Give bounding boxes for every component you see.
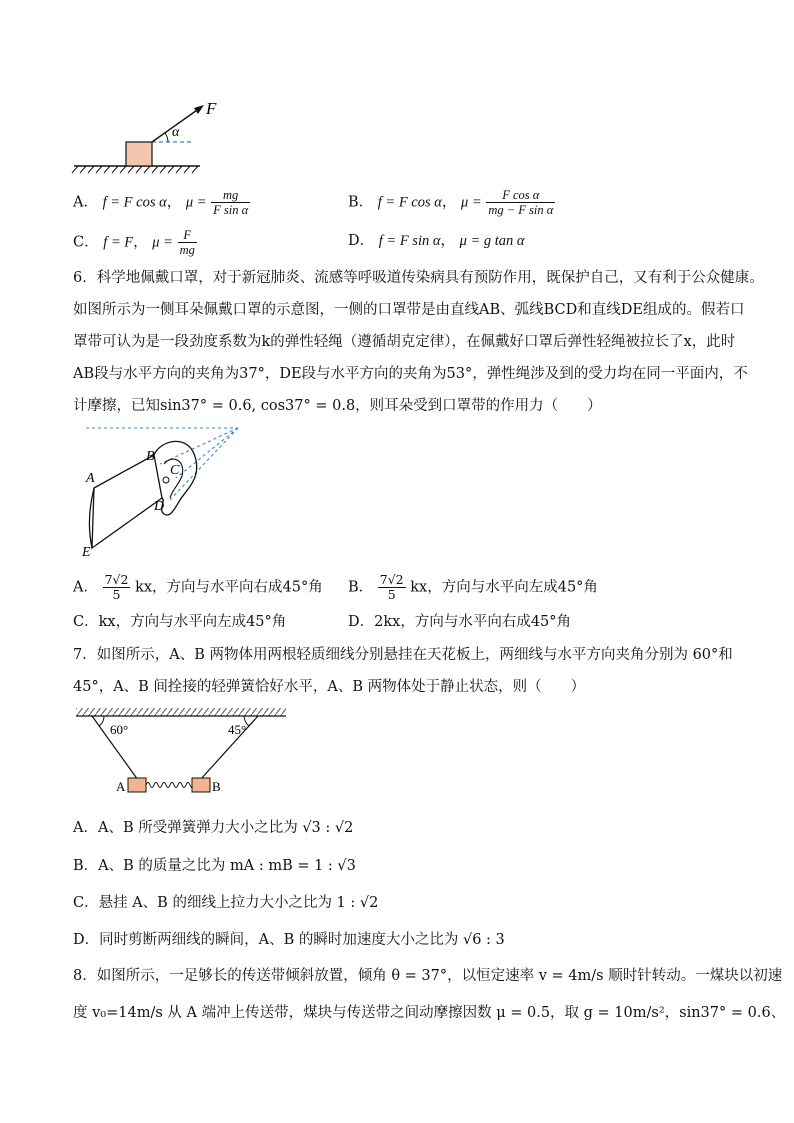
svg-text:A: A (116, 779, 126, 794)
q6-stem-line-1: 6．科学地佩戴口罩，对于新冠肺炎、流感等呼吸道传染病具有预防作用，既保护自己，又有利于公众健康。 (73, 270, 764, 286)
q6-option-d[interactable]: D．2kx，方向与水平向右成45°角 (348, 614, 572, 630)
q7-figure (72, 706, 292, 800)
force-label: F (206, 99, 217, 118)
q6-option-b[interactable]: B． $\frac{7√2}{5}$ kx，方向与水平向左成45°角 (348, 572, 598, 602)
svg-text:E: E (82, 545, 91, 560)
q8-stem-line-2: 度 v₀=14m/s 从 A 端冲上传送带，煤块与传送带之间动摩擦因数 μ = 0.5，取 g = 10m/s²，sin37° = 0.6、 (73, 1005, 786, 1021)
svg-text:60°: 60° (110, 722, 129, 737)
q7-option-b[interactable]: B．A、B 的质量之比为 mA : mB = 1 : √3 (73, 858, 356, 874)
q7-stem-line-2: 45°，A、B 间拴接的轻弹簧恰好水平，A、B 两物体处于静止状态，则（ ） (73, 679, 586, 695)
q5-option-c[interactable]: C． f = F， μ = $\frac{F}{mg}$ (73, 228, 195, 257)
svg-text:D: D (154, 499, 165, 514)
q5-c-fraction: $\frac{F}{mg}$ (179, 228, 195, 257)
block-a (128, 778, 146, 792)
q6-option-a[interactable]: A． $\frac{7√2}{5}$ kx，方向与水平向右成45°角 (73, 572, 323, 602)
angle-label: α (172, 125, 180, 140)
svg-text:C: C (170, 463, 180, 478)
q7-option-a[interactable]: A．A、B 所受弹簧弹力大小之比为 √3 : √2 (73, 820, 354, 836)
q6-stem-line-4: AB段与水平方向的夹角为37°，DE段与水平方向的夹角为53°，弹性绳涉及到的受力均在同一平面内，不 (73, 366, 748, 382)
q6-ear-figure (80, 420, 245, 560)
q7-option-d[interactable]: D．同时剪断两细线的瞬间，A、B 的瞬时加速度大小之比为 √6 : 3 (73, 932, 505, 948)
q6-stem-line-3: 罩带可认为是一段劲度系数为k的弹性轻绳（遵循胡克定律），在佩戴好口罩后弹性轻绳被拉长了x，此时 (73, 334, 736, 350)
svg-text:B: B (146, 449, 155, 464)
q5-b-fraction: $\frac{\text{F cos α}}{\text{mg − F sin α}}$ (488, 188, 554, 217)
q7-stem-line-1: 7．如图所示，A、B 两物体用两根轻质细线分别悬挂在天花板上，两细线与水平方向夹角分别为 60°和 (73, 647, 733, 663)
block-b (192, 778, 210, 792)
q6-stem-line-2: 如图所示为一侧耳朵佩戴口罩的示意图，一侧的口罩带是由直线AB、弧线BCD和直线DE组成的。假若口 (73, 302, 745, 318)
q7-option-c[interactable]: C．悬挂 A、B 的细线上拉力大小之比为 1 : √2 (73, 895, 379, 911)
q6-option-c[interactable]: C．kx，方向与水平向左成45°角 (73, 614, 287, 630)
q5-option-a[interactable]: A． f = F cos α， μ = $\frac{mg}{\text{F sin α}}$ (73, 188, 249, 217)
svg-text:45°: 45° (228, 722, 247, 737)
q5-option-d[interactable]: D． f = F sin α， μ = g tan α (348, 233, 525, 249)
spring (146, 783, 192, 788)
svg-text:B: B (212, 779, 221, 794)
svg-text:A: A (86, 471, 95, 486)
q6-stem-line-5: 计摩擦，已知sin37° = 0.6, cos37° = 0.8，则耳朵受到口罩带的作用力（ ） (73, 398, 602, 414)
block (126, 142, 152, 166)
q6-b-fraction: $\frac{7√2}{5}$ (379, 572, 404, 602)
q5-option-b[interactable]: B． f = F cos α， μ = $\frac{\text{F cos α}}{\text{mg − F sin α}}$ (348, 188, 554, 217)
q5-figure (70, 96, 217, 176)
q6-a-fraction: $\frac{7√2}{5}$ (104, 572, 129, 602)
q5-a-fraction: $\frac{mg}{\text{F sin α}}$ (213, 188, 249, 217)
q8-stem-line-1: 8．如图所示，一足够长的传送带倾斜放置，倾角 θ = 37°，以恒定速率 v = 4m/s 顺时针转动。一煤块以初速 (73, 968, 783, 984)
